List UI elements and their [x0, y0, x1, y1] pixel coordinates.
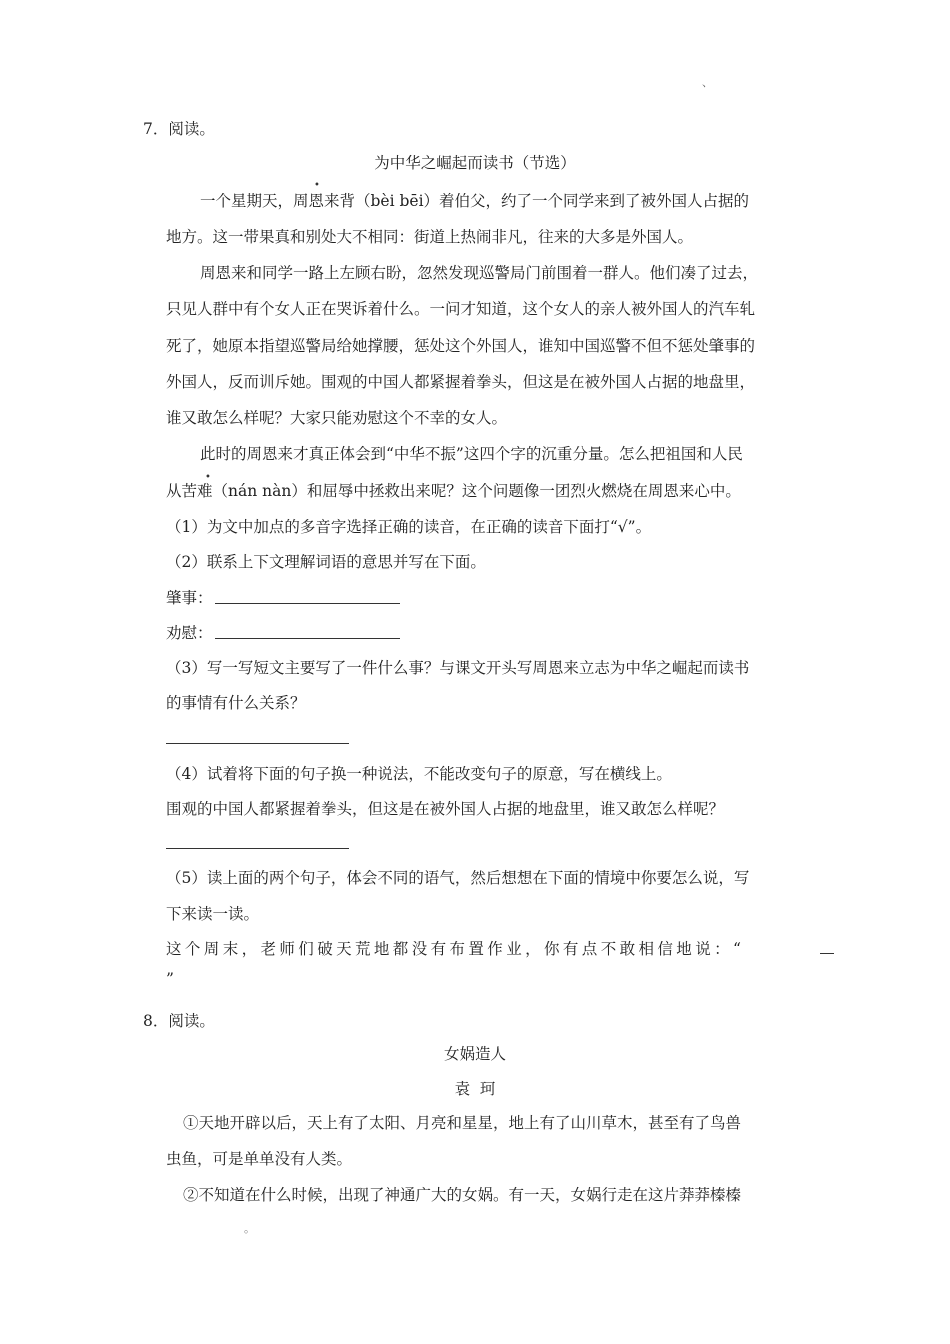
q7-p1-line1: 一个星期天，周恩来背（bèi bēi）着伯父，约了一个同学来到了被外国人占据的	[200, 192, 750, 210]
answer-line-zhaoshi[interactable]	[215, 603, 400, 604]
word-label-zhaoshi: 肇事：	[166, 589, 213, 607]
q7-sub5-line3	[166, 938, 744, 960]
q7-label: 7．阅读。	[143, 120, 215, 138]
q7-p2-line5: 谁又敢怎么样呢？大家只能劝慰这个不幸的女人。	[166, 409, 508, 427]
q7-sub4: （4）试着将下面的句子换一种说法，不能改变句子的原意，写在横线上。	[166, 765, 672, 783]
q8-author: 袁 珂	[454, 1080, 496, 1098]
word-label-quanwei: 劝慰：	[166, 624, 213, 642]
footer-mark: 。	[244, 1222, 255, 1235]
q7-p3-line2: 从苦难（nán nàn）和屈辱中拯救出来呢？这个问题像一团烈火燃烧在周恩来心中。	[166, 482, 741, 500]
q7-title: 为中华之崛起而读书（节选）	[374, 154, 576, 172]
answer-line-sub4[interactable]	[166, 848, 349, 849]
emphasis-dot: •	[205, 472, 211, 483]
header-mark: 、	[702, 76, 713, 89]
answer-line-quanwei[interactable]	[215, 638, 400, 639]
q7-p1-line2: 地方。这一带果真和别处大不相同：街道上热闹非凡，往来的大多是外国人。	[166, 228, 694, 246]
q7-sub3-line2: 的事情有什么关系？	[166, 694, 306, 712]
q7-sub5-close-quote: ”	[166, 970, 174, 988]
q7-p2-line1: 周恩来和同学一路上左顾右盼，忽然发现巡警局门前围着一群人。他们凑了过去，	[200, 264, 759, 282]
q7-p2-line4: 外国人，反而训斥她。围观的中国人都紧握着拳头，但这是在被外国人占据的地盘里，	[166, 373, 756, 391]
q7-sub4-sentence: 围观的中国人都紧握着拳头，但这是在被外国人占据的地盘里，谁又敢怎么样呢？	[166, 800, 725, 818]
q7-sub2: （2）联系上下文理解词语的意思并写在下面。	[166, 553, 486, 571]
q7-p3-line1: 此时的周恩来才真正体会到“中华不振”这四个字的沉重分量。怎么把祖国和人民	[200, 445, 743, 463]
q7-sub1: （1）为文中加点的多音字选择正确的读音，在正确的读音下面打“√”。	[166, 518, 652, 536]
q8-p1-line2: 虫鱼，可是单单没有人类。	[166, 1150, 353, 1168]
answer-line-sub3[interactable]	[166, 743, 349, 744]
q7-p2-line3: 死了，她原本指望巡警局给她撑腰，惩处这个外国人，谁知中国巡警不但不惩处肇事的	[166, 337, 756, 355]
emphasis-dot: •	[314, 180, 320, 191]
q8-p1-line1: ①天地开辟以后，天上有了太阳、月亮和星星，地上有了山川草木，甚至有了鸟兽	[183, 1114, 742, 1132]
q7-sub5-line2: 下来读一读。	[166, 905, 260, 923]
q8-p2-line1: ②不知道在什么时候，出现了神通广大的女娲。有一天，女娲行走在这片莽莽榛榛	[183, 1186, 742, 1204]
q7-sub5-prompt: 这个周末，老师们破天荒地都没有布置作业，你有点不敢相信地说：“	[166, 940, 745, 958]
q7-sub3-line1: （3）写一写短文主要写了一件什么事？与课文开头写周恩来立志为中华之崛起而读书	[166, 659, 750, 677]
q8-label: 8．阅读。	[143, 1012, 215, 1030]
q7-sub5-line1: （5）读上面的两个句子，体会不同的语气，然后想想在下面的情境中你要怎么说，写	[166, 869, 750, 887]
answer-line-sub5[interactable]	[820, 953, 834, 954]
q8-title: 女娲造人	[443, 1045, 506, 1063]
q7-p2-line2: 只见人群中有个女人正在哭诉着什么。一问才知道，这个女人的亲人被外国人的汽车轧	[166, 300, 756, 318]
